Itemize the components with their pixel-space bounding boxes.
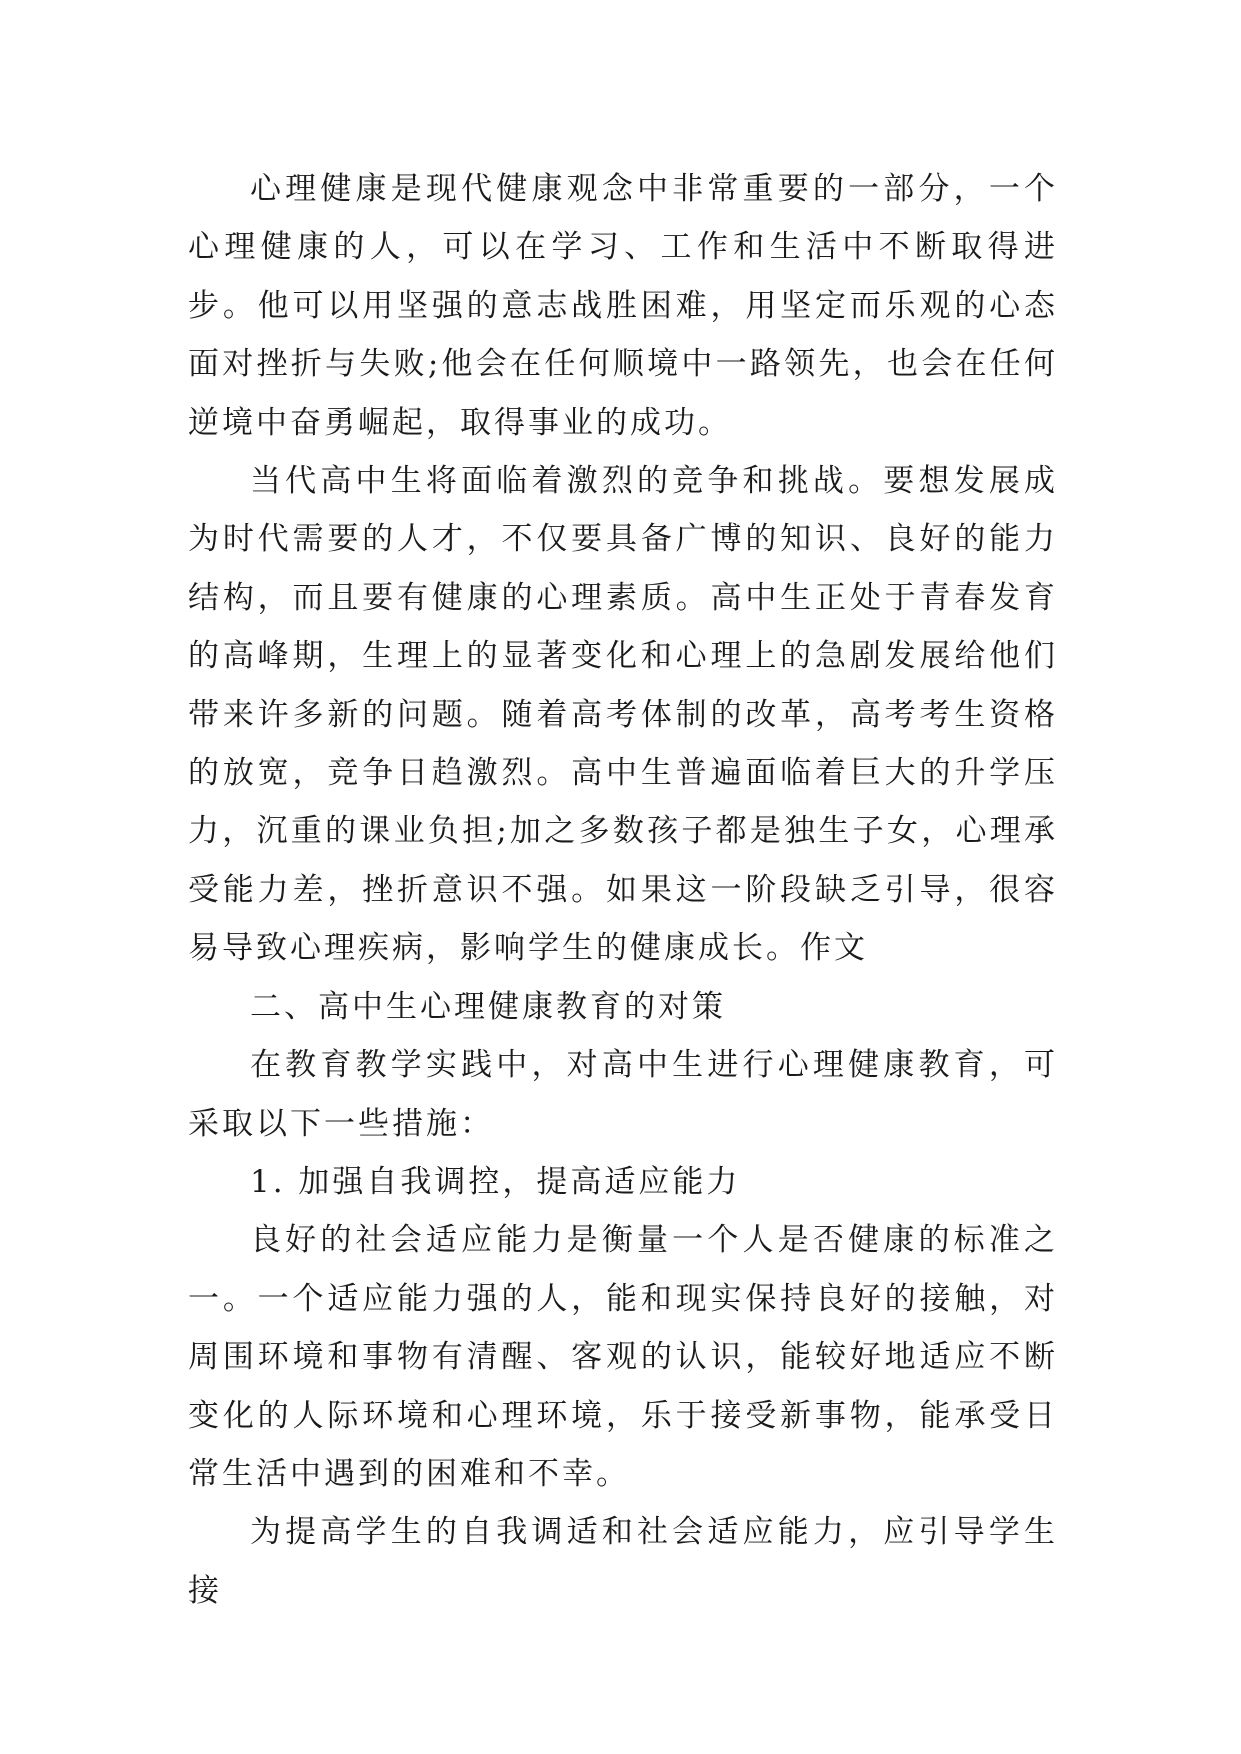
paragraph-intro: 心理健康是现代健康观念中非常重要的一部分，一个心理健康的人，可以在学习、工作和生活中不断取得进步。他可以用坚强的意志战胜困难，用坚定而乐观的心态面对挫折与失败;他会在任何顺境中一路领先，也会在任何逆境中奋勇崛起，取得事业的成功。: [188, 171, 1058, 441]
paragraph-guidance: 为提高学生的自我调适和社会适应能力，应引导学生接: [188, 1514, 1058, 1609]
document-body: [188, 160, 1058, 1620]
section-heading-countermeasures: 二、高中生心理健康教育的对策: [250, 988, 726, 1025]
subheading-self-regulation: 1. 加强自我调控，提高适应能力: [250, 1163, 741, 1200]
paragraph-adaptability: 良好的社会适应能力是衡量一个人是否健康的标准之一。一个适应能力强的人，能和现实保持良好的接触，对周围环境和事物有清醒、客观的认识，能较好地适应不断变化的人际环境和心理环境，乐于接受新事物，能承受日常生活中遇到的困难和不幸。: [188, 1222, 1058, 1492]
paragraph-measures-intro: 在教育教学实践中，对高中生进行心理健康教育，可采取以下一些措施：: [188, 1047, 1058, 1142]
paragraph-background: 当代高中生将面临着激烈的竞争和挑战。要想发展成为时代需要的人才，不仅要具备广博的知识、良好的能力结构，而且要有健康的心理素质。高中生正处于青春发育的高峰期，生理上的显著变化和心理上的急剧发展给他们带来许多新的问题。随着高考体制的改革，高考考生资格的放宽，竞争日趋激烈。高中生普遍面临着巨大的升学压力，沉重的课业负担;加之多数孩子都是独生子女，心理承受能力差，挫折意识不强。如果这一阶段缺乏引导，很容易导致心理疾病，影响学生的健康成长。作文: [188, 463, 1058, 967]
